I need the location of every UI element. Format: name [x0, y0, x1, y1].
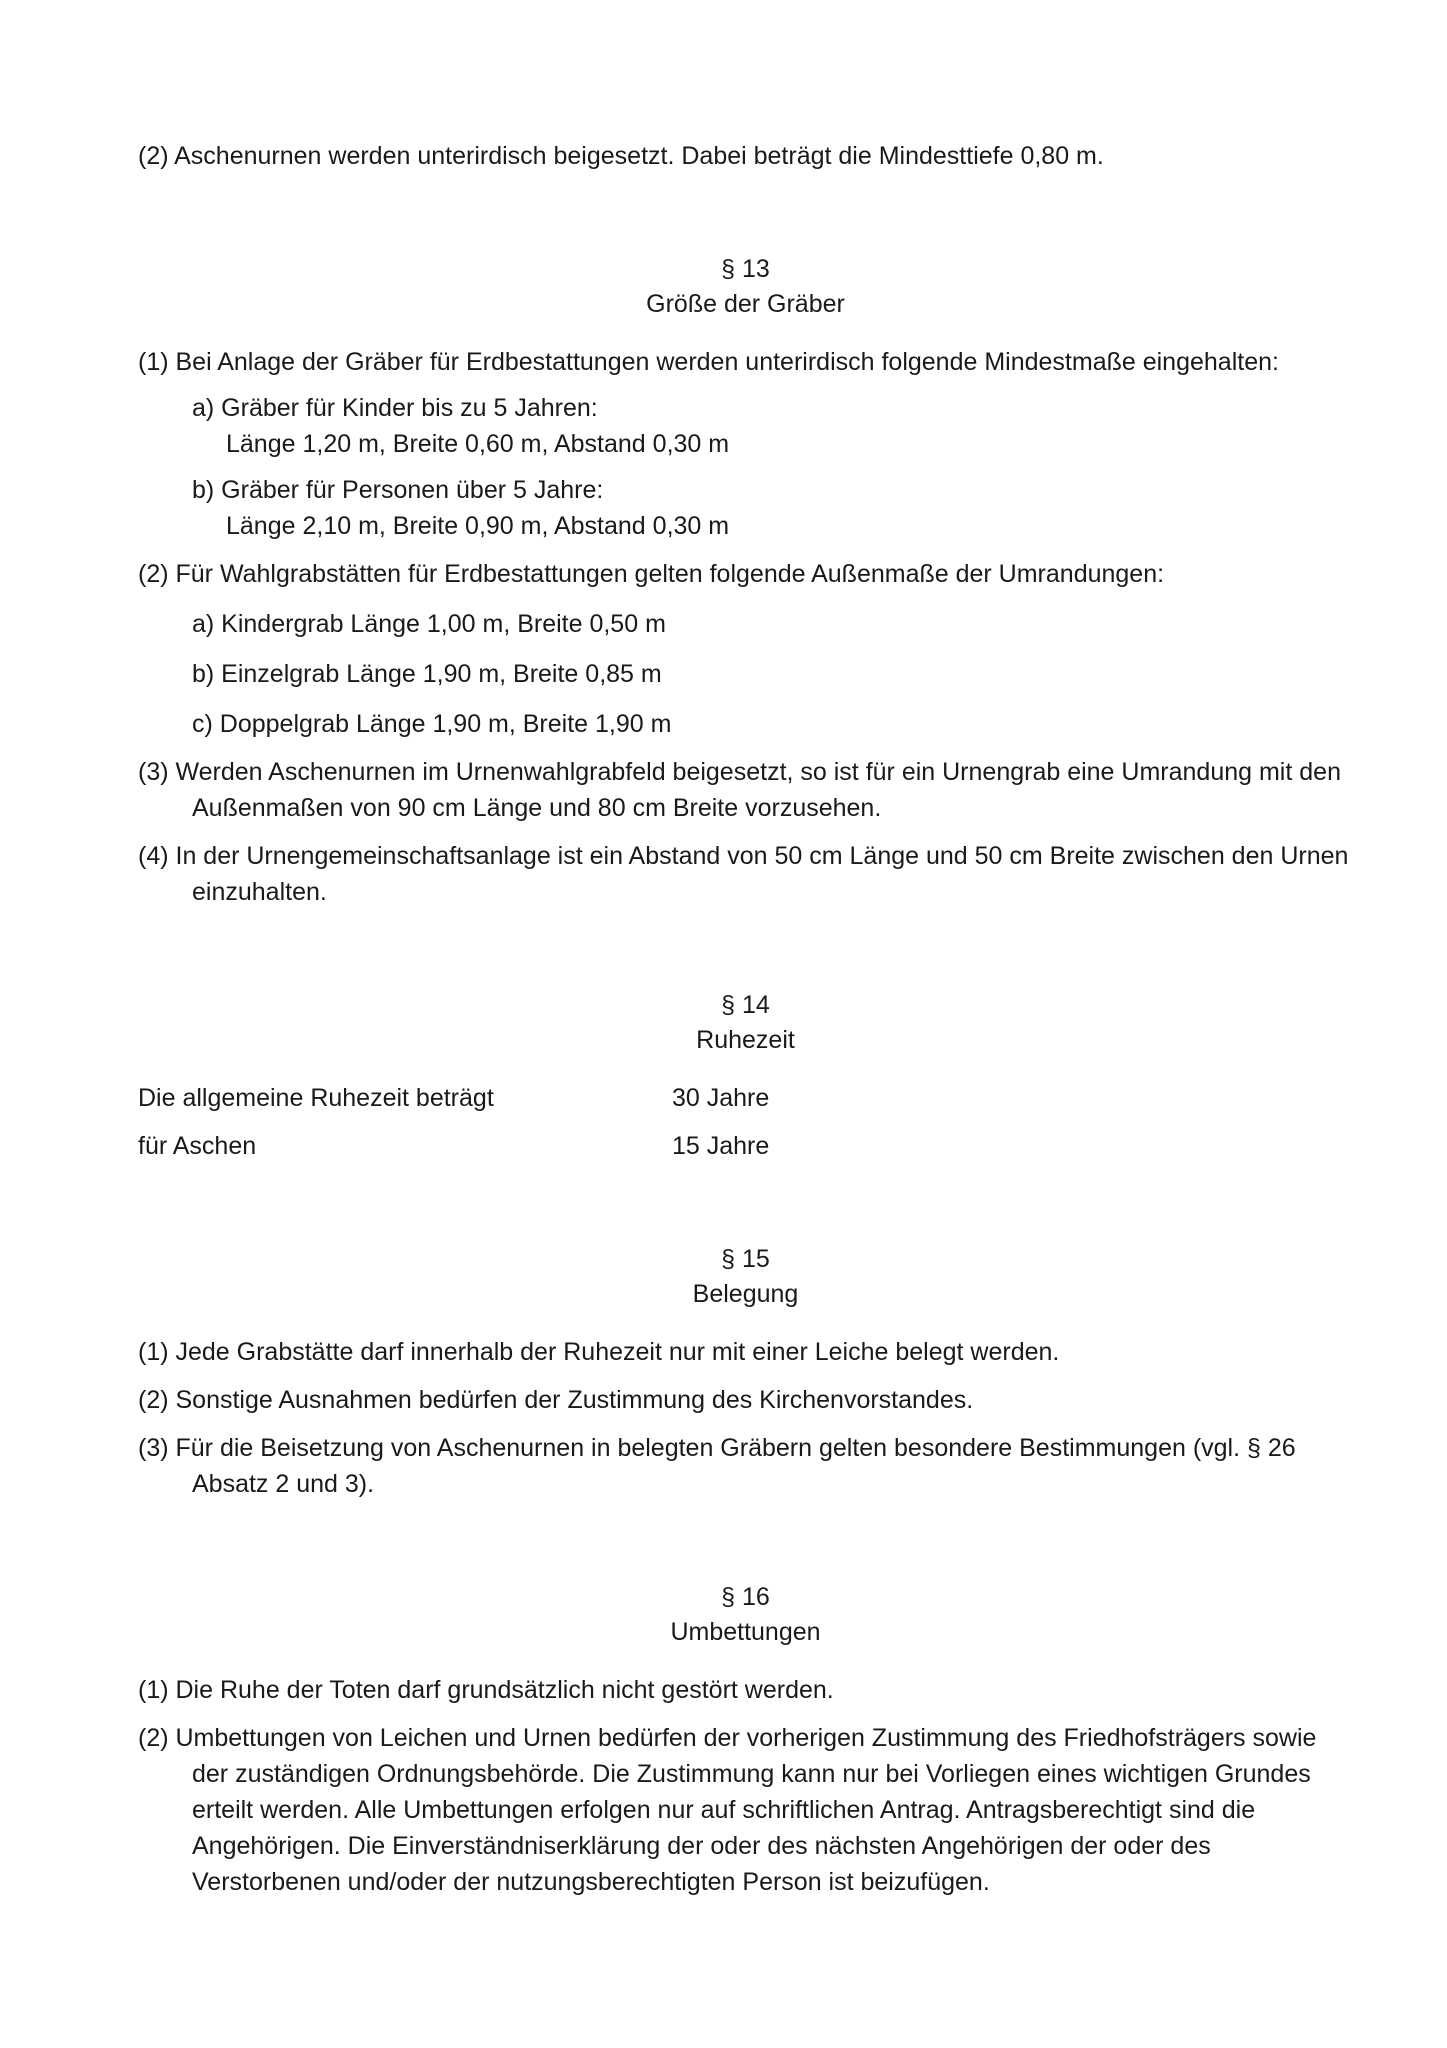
section-16-heading [138, 1580, 1353, 1650]
section-15-para-2: (2) Sonstige Ausnahmen bedürfen der Zustimmung des Kirchenvorstandes. [138, 1386, 974, 1414]
section-13-para-1a-line-2: Länge 1,20 m, Breite 0,60 m, Abstand 0,30 m [226, 430, 730, 458]
ruhezeit-row-ashes [138, 1128, 1353, 1164]
section-16-para-2: (2) Umbettungen von Leichen und Urnen bedürfen der vorherigen Zustimmung des Friedhofsträgers sowie der zuständigen Ordnungsbehörde. Die Zustimmung kann nur bei Vorliegen eines wichtigen Grundes erteilt werden. Alle Umbettungen erfolgen nur auf schriftlichen Antrag. Antragsberechtigt sind die Angehörigen. Die Einverständniserklärung der oder des nächsten Angehörigen der oder des Verstorbenen und/oder der nutzungsberechtigten Person ist beizufügen. [138, 1724, 1317, 1896]
section-16-para-1: (1) Die Ruhe der Toten darf grundsätzlich nicht gestört werden. [138, 1676, 834, 1704]
ruhezeit-row-general [138, 1080, 1353, 1116]
ruhezeit-ashes-label: für Aschen [138, 1132, 257, 1160]
section-13-para-3: (3) Werden Aschenurnen im Urnenwahlgrabfeld beigesetzt, so ist für ein Urnengrab eine Umrandung mit den Außenmaßen von 90 cm Länge und 80 cm Breite vorzusehen. [138, 758, 1341, 822]
section-15-heading [138, 1242, 1353, 1312]
intro-paragraph: (2) Aschenurnen werden unterirdisch beigesetzt. Dabei beträgt die Mindesttiefe 0,80 m. [138, 142, 1104, 170]
section-14-title: Ruhezeit [696, 1026, 795, 1054]
section-15-para-1: (1) Jede Grabstätte darf innerhalb der Ruhezeit nur mit einer Leiche belegt werden. [138, 1338, 1060, 1366]
section-13-para-1b-line-1: b) Gräber für Personen über 5 Jahre: [192, 476, 604, 504]
section-13-para-1b [192, 472, 1353, 544]
section-13-title: Größe der Gräber [646, 290, 845, 318]
document-page [138, 138, 1353, 1900]
section-13-para-2b: b) Einzelgrab Länge 1,90 m, Breite 0,85 m [192, 660, 662, 688]
section-13-para-1a-line-1: a) Gräber für Kinder bis zu 5 Jahren: [192, 394, 598, 422]
section-15-para-3: (3) Für die Beisetzung von Aschenurnen in belegten Gräbern gelten besondere Bestimmungen (vgl. § 26 Absatz 2 und 3). [138, 1434, 1296, 1498]
section-14-heading [138, 988, 1353, 1058]
section-15-number: § 15 [721, 1245, 770, 1273]
section-13-para-2a: a) Kindergrab Länge 1,00 m, Breite 0,50 m [192, 610, 666, 638]
section-13-para-1b-line-2: Länge 2,10 m, Breite 0,90 m, Abstand 0,30 m [226, 512, 730, 540]
section-15-title: Belegung [692, 1280, 799, 1308]
section-13-para-1: (1) Bei Anlage der Gräber für Erdbestattungen werden unterirdisch folgende Mindestmaße eingehalten: [138, 348, 1279, 376]
section-13-number: § 13 [721, 255, 770, 283]
ruhezeit-general-label: Die allgemeine Ruhezeit beträgt [138, 1084, 494, 1112]
section-13-para-2c: c) Doppelgrab Länge 1,90 m, Breite 1,90 m [192, 710, 672, 738]
section-16-title: Umbettungen [670, 1618, 821, 1646]
section-13-para-2: (2) Für Wahlgrabstätten für Erdbestattungen gelten folgende Außenmaße der Umrandungen: [138, 560, 1165, 588]
section-13-heading [138, 252, 1353, 322]
ruhezeit-ashes-value: 15 Jahre [672, 1132, 770, 1160]
section-14-number: § 14 [721, 991, 770, 1019]
section-13-para-4: (4) In der Urnengemeinschaftsanlage ist ein Abstand von 50 cm Länge und 50 cm Breite zwischen den Urnen einzuhalten. [138, 842, 1349, 906]
section-16-number: § 16 [721, 1583, 770, 1611]
ruhezeit-general-value: 30 Jahre [672, 1084, 770, 1112]
section-13-para-1a [192, 390, 1353, 462]
